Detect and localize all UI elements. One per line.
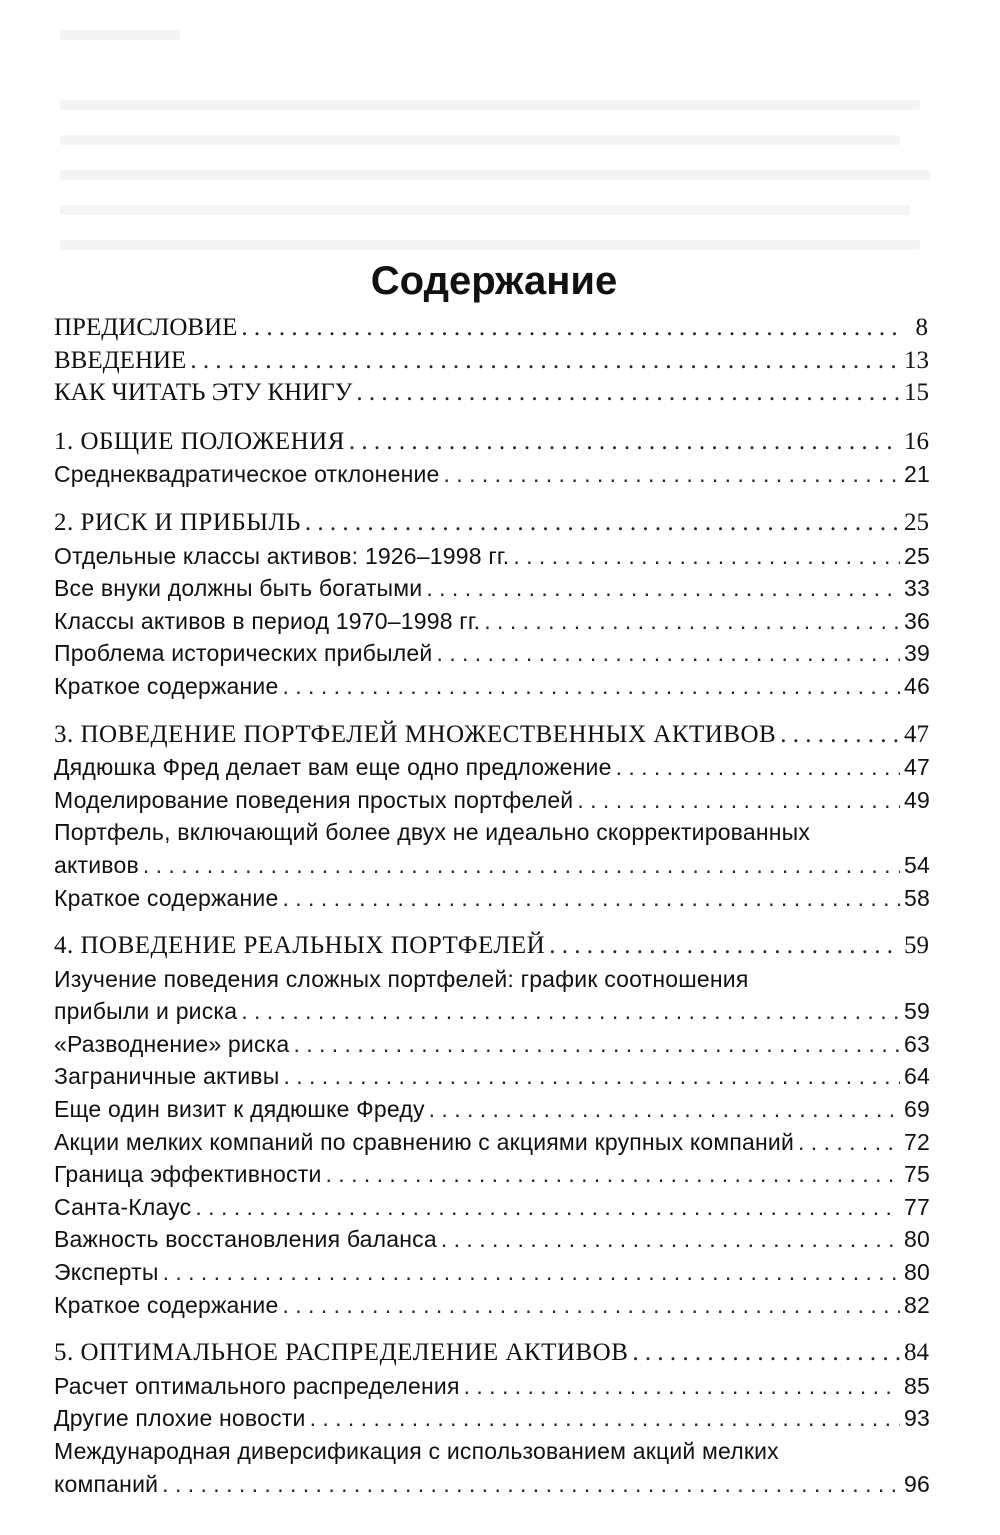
dot-leader: [436, 637, 900, 670]
toc-row: [54, 1191, 928, 1224]
toc-chapter-entry[interactable]: [54, 377, 928, 410]
toc-entry-title: Важность восстановления баланса: [54, 1226, 437, 1253]
toc-entry-title: компаний: [54, 1470, 159, 1497]
toc-entry-title: 5. ОПТИМАЛЬНОЕ РАСПРЕДЕЛЕНИЕ АКТИВОВ: [54, 1339, 629, 1367]
dot-leader: [464, 1370, 900, 1403]
toc-section-entry[interactable]: [54, 784, 928, 817]
toc-row: [54, 1402, 928, 1435]
toc-entry-title: Проблема исторических прибылей: [54, 640, 433, 667]
toc-entry-title: Краткое содержание: [54, 1291, 279, 1318]
toc-section-entry[interactable]: [54, 1028, 928, 1061]
toc-entry-title: Граница эффективности: [54, 1161, 322, 1188]
toc-section-entry[interactable]: [54, 751, 928, 784]
toc-page-number: 16: [904, 427, 929, 455]
toc-section-entry[interactable]: [54, 816, 928, 881]
toc-row: [54, 572, 928, 605]
chapter-spacer: [54, 1321, 928, 1337]
dot-leader: [163, 1256, 900, 1289]
toc-chapter-entry[interactable]: [54, 1337, 928, 1370]
toc-row: [54, 312, 928, 345]
toc-row: [54, 605, 928, 638]
toc-section-entry[interactable]: [54, 1191, 928, 1224]
dot-leader: [143, 849, 900, 882]
dot-leader: [241, 312, 900, 345]
toc-chapter-entry[interactable]: [54, 930, 928, 963]
dot-leader: [310, 1402, 900, 1435]
toc-entry-title: Моделирование поведения простых портфелей: [54, 786, 574, 813]
toc-row: [54, 1028, 928, 1061]
dot-leader: [241, 995, 900, 1028]
toc-entry-title: Среднеквадратическое отклонение: [54, 461, 440, 488]
toc-entry-title: Расчет оптимального распределения: [54, 1372, 460, 1399]
toc-page-number: 39: [904, 640, 930, 667]
toc-page-number: 25: [904, 508, 929, 536]
dot-leader: [513, 540, 900, 573]
toc-row: [54, 1060, 928, 1093]
dot-leader: [305, 507, 900, 540]
toc-entry-title: 2. РИСК И ПРИБЫЛЬ: [54, 508, 301, 536]
toc-row: [54, 637, 928, 670]
dot-leader: [190, 345, 900, 378]
dot-leader: [798, 1126, 900, 1159]
toc-section-entry[interactable]: [54, 1158, 928, 1191]
toc-entry-title: «Разводнение» риска: [54, 1030, 290, 1057]
toc-entry-title: ПРЕДИСЛОВИЕ: [54, 314, 238, 341]
toc-page-number: 77: [904, 1193, 930, 1220]
toc-page-number: 80: [904, 1259, 930, 1286]
toc-section-entry[interactable]: [54, 1402, 928, 1435]
dot-leader: [429, 1093, 900, 1126]
toc-row: [54, 377, 928, 410]
toc-chapter-entry[interactable]: [54, 312, 928, 345]
toc-page-number: 93: [904, 1405, 930, 1432]
toc-chapter-entry[interactable]: [54, 345, 928, 378]
toc-page-number: 80: [904, 1226, 930, 1253]
toc-section-entry[interactable]: [54, 963, 928, 1028]
toc-page-number: 72: [904, 1128, 930, 1155]
toc-page-number: 46: [904, 672, 930, 699]
toc-entry-title: КАК ЧИТАТЬ ЭТУ КНИГУ: [54, 379, 353, 407]
dot-leader: [326, 1158, 900, 1191]
toc-section-entry[interactable]: [54, 1370, 928, 1403]
toc-page-number: 33: [904, 575, 930, 602]
toc-row: [54, 849, 928, 882]
toc-section-entry[interactable]: [54, 1093, 928, 1126]
toc-page-number: 75: [904, 1161, 930, 1188]
toc-page-number: 47: [904, 754, 930, 781]
toc-section-entry[interactable]: [54, 605, 928, 638]
chapter-spacer: [54, 914, 928, 930]
chapter-spacer: [54, 703, 928, 719]
toc-page-number: 15: [904, 379, 929, 407]
toc-section-entry[interactable]: [54, 670, 928, 703]
toc-section-entry[interactable]: [54, 1060, 928, 1093]
toc-section-entry[interactable]: [54, 458, 928, 491]
toc-page-number: 8: [915, 314, 928, 341]
table-of-contents: [54, 312, 928, 1500]
toc-page-number: 96: [904, 1470, 930, 1497]
toc-entry-title: Заграничные активы: [54, 1063, 280, 1090]
dot-leader: [356, 377, 900, 410]
toc-row: [54, 1223, 928, 1256]
toc-row: [54, 426, 928, 459]
toc-page-number: 59: [904, 998, 930, 1025]
bleed-through-background: [60, 0, 960, 270]
toc-section-entry[interactable]: [54, 1289, 928, 1322]
toc-entry-title: Отдельные классы активов: 1926–1998 гг.: [54, 542, 510, 569]
toc-page-number: 47: [904, 720, 929, 748]
toc-entry-title-line: Изучение поведения сложных портфелей: график соотношения: [54, 965, 749, 992]
toc-section-entry[interactable]: [54, 1435, 928, 1500]
toc-row: [54, 1093, 928, 1126]
toc-section-entry[interactable]: [54, 540, 928, 573]
toc-section-entry[interactable]: [54, 1256, 928, 1289]
dot-leader: [549, 930, 900, 963]
toc-chapter-entry[interactable]: [54, 507, 928, 540]
toc-entry-title: 1. ОБЩИЕ ПОЛОЖЕНИЯ: [54, 427, 345, 455]
toc-row: [54, 719, 928, 752]
toc-page-number: 64: [904, 1063, 930, 1090]
toc-row: [54, 751, 928, 784]
dot-leader: [484, 605, 900, 638]
toc-row: [54, 1289, 928, 1322]
dot-leader: [616, 751, 900, 784]
page-title: Содержание: [370, 259, 618, 303]
toc-page-number: 49: [904, 786, 930, 813]
toc-page-number: 13: [904, 346, 929, 374]
toc-entry-title: Краткое содержание: [54, 884, 279, 911]
toc-entry-title: Эксперты: [54, 1259, 159, 1286]
toc-entry-title: ВВЕДЕНИЕ: [54, 346, 187, 374]
toc-row: [54, 995, 928, 1028]
toc-entry-title: Классы активов в период 1970–1998 гг.: [54, 607, 481, 634]
toc-entry-title: Краткое содержание: [54, 672, 279, 699]
dot-leader: [444, 458, 900, 491]
toc-chapter-entry[interactable]: [54, 426, 928, 459]
dot-leader: [441, 1223, 900, 1256]
toc-entry-title: прибыли и риска: [54, 998, 238, 1025]
toc-row: [54, 540, 928, 573]
toc-row: [54, 930, 928, 963]
toc-entry-title: Другие плохие новости: [54, 1405, 306, 1432]
chapter-spacer: [54, 491, 928, 507]
toc-page-number: 58: [904, 884, 930, 911]
toc-row: [54, 1158, 928, 1191]
toc-row: [54, 1468, 928, 1501]
toc-page-number: 63: [904, 1030, 930, 1057]
toc-entry-title: 3. ПОВЕДЕНИЕ ПОРТФЕЛЕЙ МНОЖЕСТВЕННЫХ АКТИВОВ: [54, 720, 777, 748]
toc-row: [54, 458, 928, 491]
toc-entry-title: 4. ПОВЕДЕНИЕ РЕАЛЬНЫХ ПОРТФЕЛЕЙ: [54, 932, 546, 960]
toc-entry-title: Дядюшка Фред делает вам еще одно предложение: [54, 754, 612, 781]
toc-section-entry[interactable]: [54, 882, 928, 915]
dot-leader: [293, 1028, 900, 1061]
dot-leader: [282, 670, 900, 703]
toc-row: [54, 1337, 928, 1370]
toc-page-number: 21: [904, 461, 930, 488]
toc-chapter-entry[interactable]: [54, 719, 928, 752]
toc-page-number: 85: [904, 1372, 930, 1399]
dot-leader: [426, 572, 900, 605]
toc-page-number: 59: [904, 932, 929, 960]
dot-leader: [577, 784, 900, 817]
toc-section-entry[interactable]: [54, 637, 928, 670]
dot-leader: [282, 882, 900, 915]
toc-section-entry[interactable]: [54, 572, 928, 605]
toc-entry-title: активов: [54, 851, 139, 878]
dot-leader: [282, 1289, 900, 1322]
toc-page-number: 54: [904, 851, 930, 878]
toc-entry-title-line: Портфель, включающий более двух не идеально скорректированных: [54, 819, 811, 846]
dot-leader: [162, 1468, 900, 1501]
toc-entry-title: Еще один визит к дядюшке Фреду: [54, 1096, 425, 1123]
toc-page-number: 25: [904, 542, 930, 569]
dot-leader: [195, 1191, 900, 1224]
toc-page-number: 69: [904, 1096, 930, 1123]
toc-entry-title-line: Международная диверсификация с использованием акций мелких: [54, 1438, 779, 1464]
dot-leader: [349, 426, 900, 459]
toc-row: [54, 784, 928, 817]
toc-entry-title: Все внуки должны быть богатыми: [54, 575, 423, 602]
toc-page-number: 36: [904, 607, 930, 634]
dot-leader: [283, 1060, 900, 1093]
toc-row: [54, 882, 928, 915]
toc-entry-title: Акции мелких компаний по сравнению с акциями крупных компаний: [54, 1128, 795, 1155]
chapter-spacer: [54, 410, 928, 426]
toc-section-entry[interactable]: [54, 1223, 928, 1256]
toc-page-number: 82: [904, 1291, 930, 1318]
toc-row: [54, 670, 928, 703]
dot-leader: [780, 719, 900, 752]
toc-row: [54, 1256, 928, 1289]
toc-section-entry[interactable]: [54, 1126, 928, 1159]
toc-row: [54, 345, 928, 378]
toc-row: [54, 1370, 928, 1403]
dot-leader: [632, 1337, 900, 1370]
toc-page-number: 84: [904, 1339, 929, 1367]
toc-row: [54, 1126, 928, 1159]
toc-entry-title: Санта-Клаус: [54, 1193, 192, 1220]
toc-row: [54, 507, 928, 540]
